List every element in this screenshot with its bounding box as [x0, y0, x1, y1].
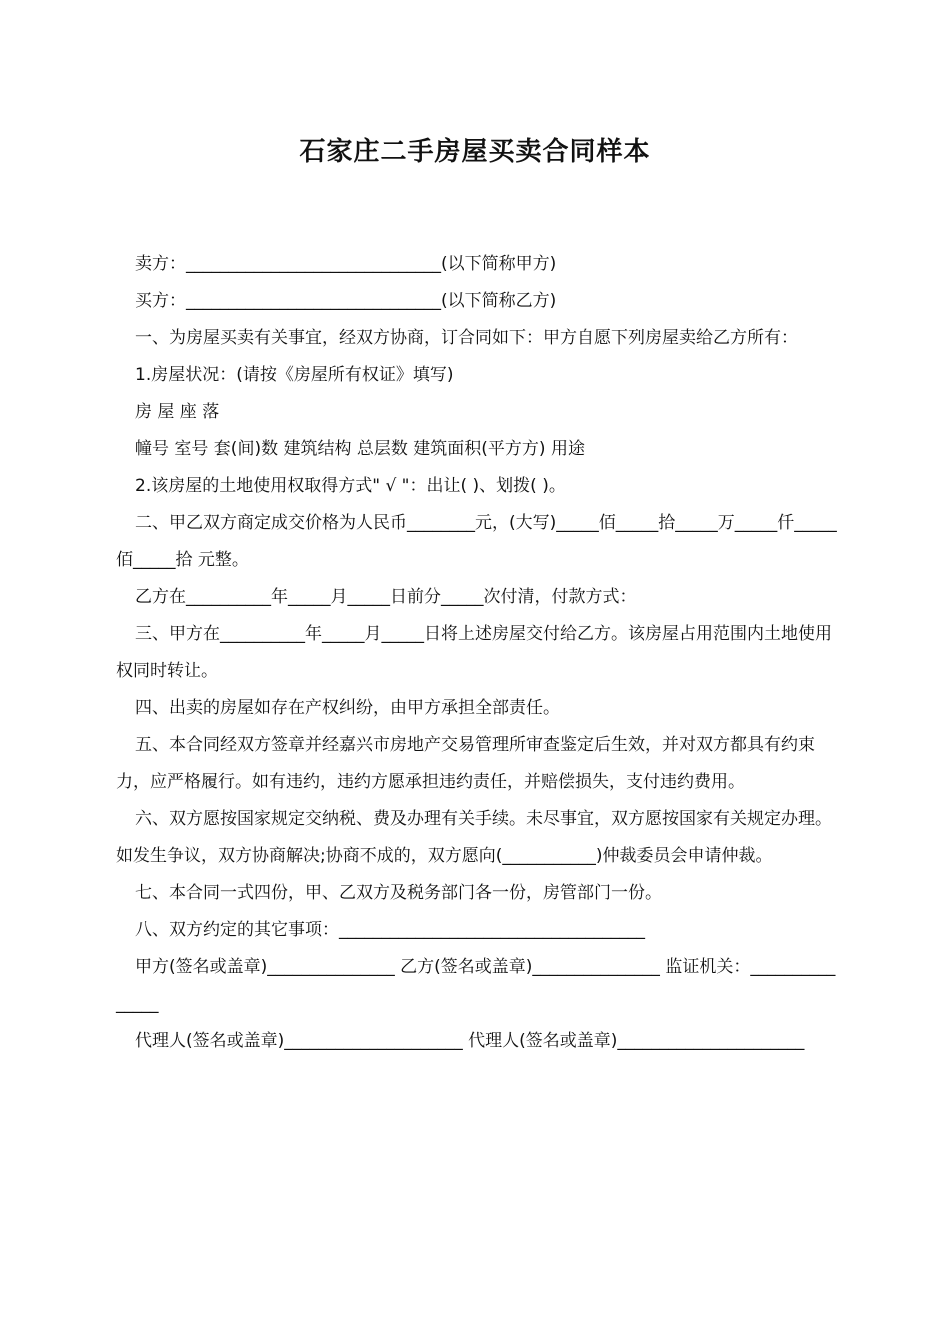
house-location-line: 房 屋 座 落: [135, 402, 220, 422]
contract-body: [116, 246, 842, 1060]
clause-1: 一、为房屋买卖有关事宜，经双方协商，订合同如下：甲方自愿下列房屋卖给乙方所有：: [135, 328, 798, 348]
clause-1-item-2: 2.该房屋的土地使用权取得方式" √ "：出让( )、划拨( )。: [135, 476, 566, 496]
clause-8: 八、双方约定的其它事项：____________________________________: [135, 920, 645, 940]
clause-6: 六、双方愿按国家规定交纳税、费及办理有关手续。未尽事宜，双方愿按国家有关规定办理。如发生争议，双方协商解决;协商不成的，双方愿向(___________)仲裁委员会申请仲裁。: [116, 809, 832, 866]
signature-agents-line: 代理人(签名或盖章)_____________________ 代理人(签名或盖章)______________________: [135, 1031, 805, 1051]
signature-parties-line: 甲方(签名或盖章)_______________ 乙方(签名或盖章)_______________ 监证机关：_______________: [116, 957, 836, 1014]
document-title: 石家庄二手房屋买卖合同样本: [299, 137, 651, 167]
clause-1-item-1: 1.房屋状况：(请按《房屋所有权证》填写): [135, 365, 454, 385]
clause-4: 四、出卖的房屋如存在产权纠纷，由甲方承担全部责任。: [135, 698, 560, 718]
seller-line: 卖方：______________________________(以下简称甲方): [135, 254, 557, 274]
clause-2-payment: 乙方在__________年_____月_____日前分_____次付清，付款方式：: [135, 587, 637, 607]
clause-3: 三、甲方在__________年_____月_____日将上述房屋交付给乙方。该房屋占用范围内土地使用权同时转让。: [116, 624, 832, 681]
house-attributes-line: 幢号 室号 套(间)数 建筑结构 总层数 建筑面积(平方方) 用途: [135, 439, 585, 459]
buyer-line: 买方：______________________________(以下简称乙方): [135, 291, 557, 311]
clause-7: 七、本合同一式四份，甲、乙双方及税务部门各一份，房管部门一份。: [135, 883, 662, 903]
clause-5: 五、本合同经双方签章并经嘉兴市房地产交易管理所审查鉴定后生效，并对双方都具有约束力，应严格履行。如有违约，违约方愿承担违约责任，并赔偿损失，支付违约费用。: [116, 735, 815, 792]
clause-2-price: 二、甲乙双方商定成交价格为人民币________元，(大写)_____佰_____拾_____万_____仟_____佰_____拾 元整。: [116, 513, 837, 570]
